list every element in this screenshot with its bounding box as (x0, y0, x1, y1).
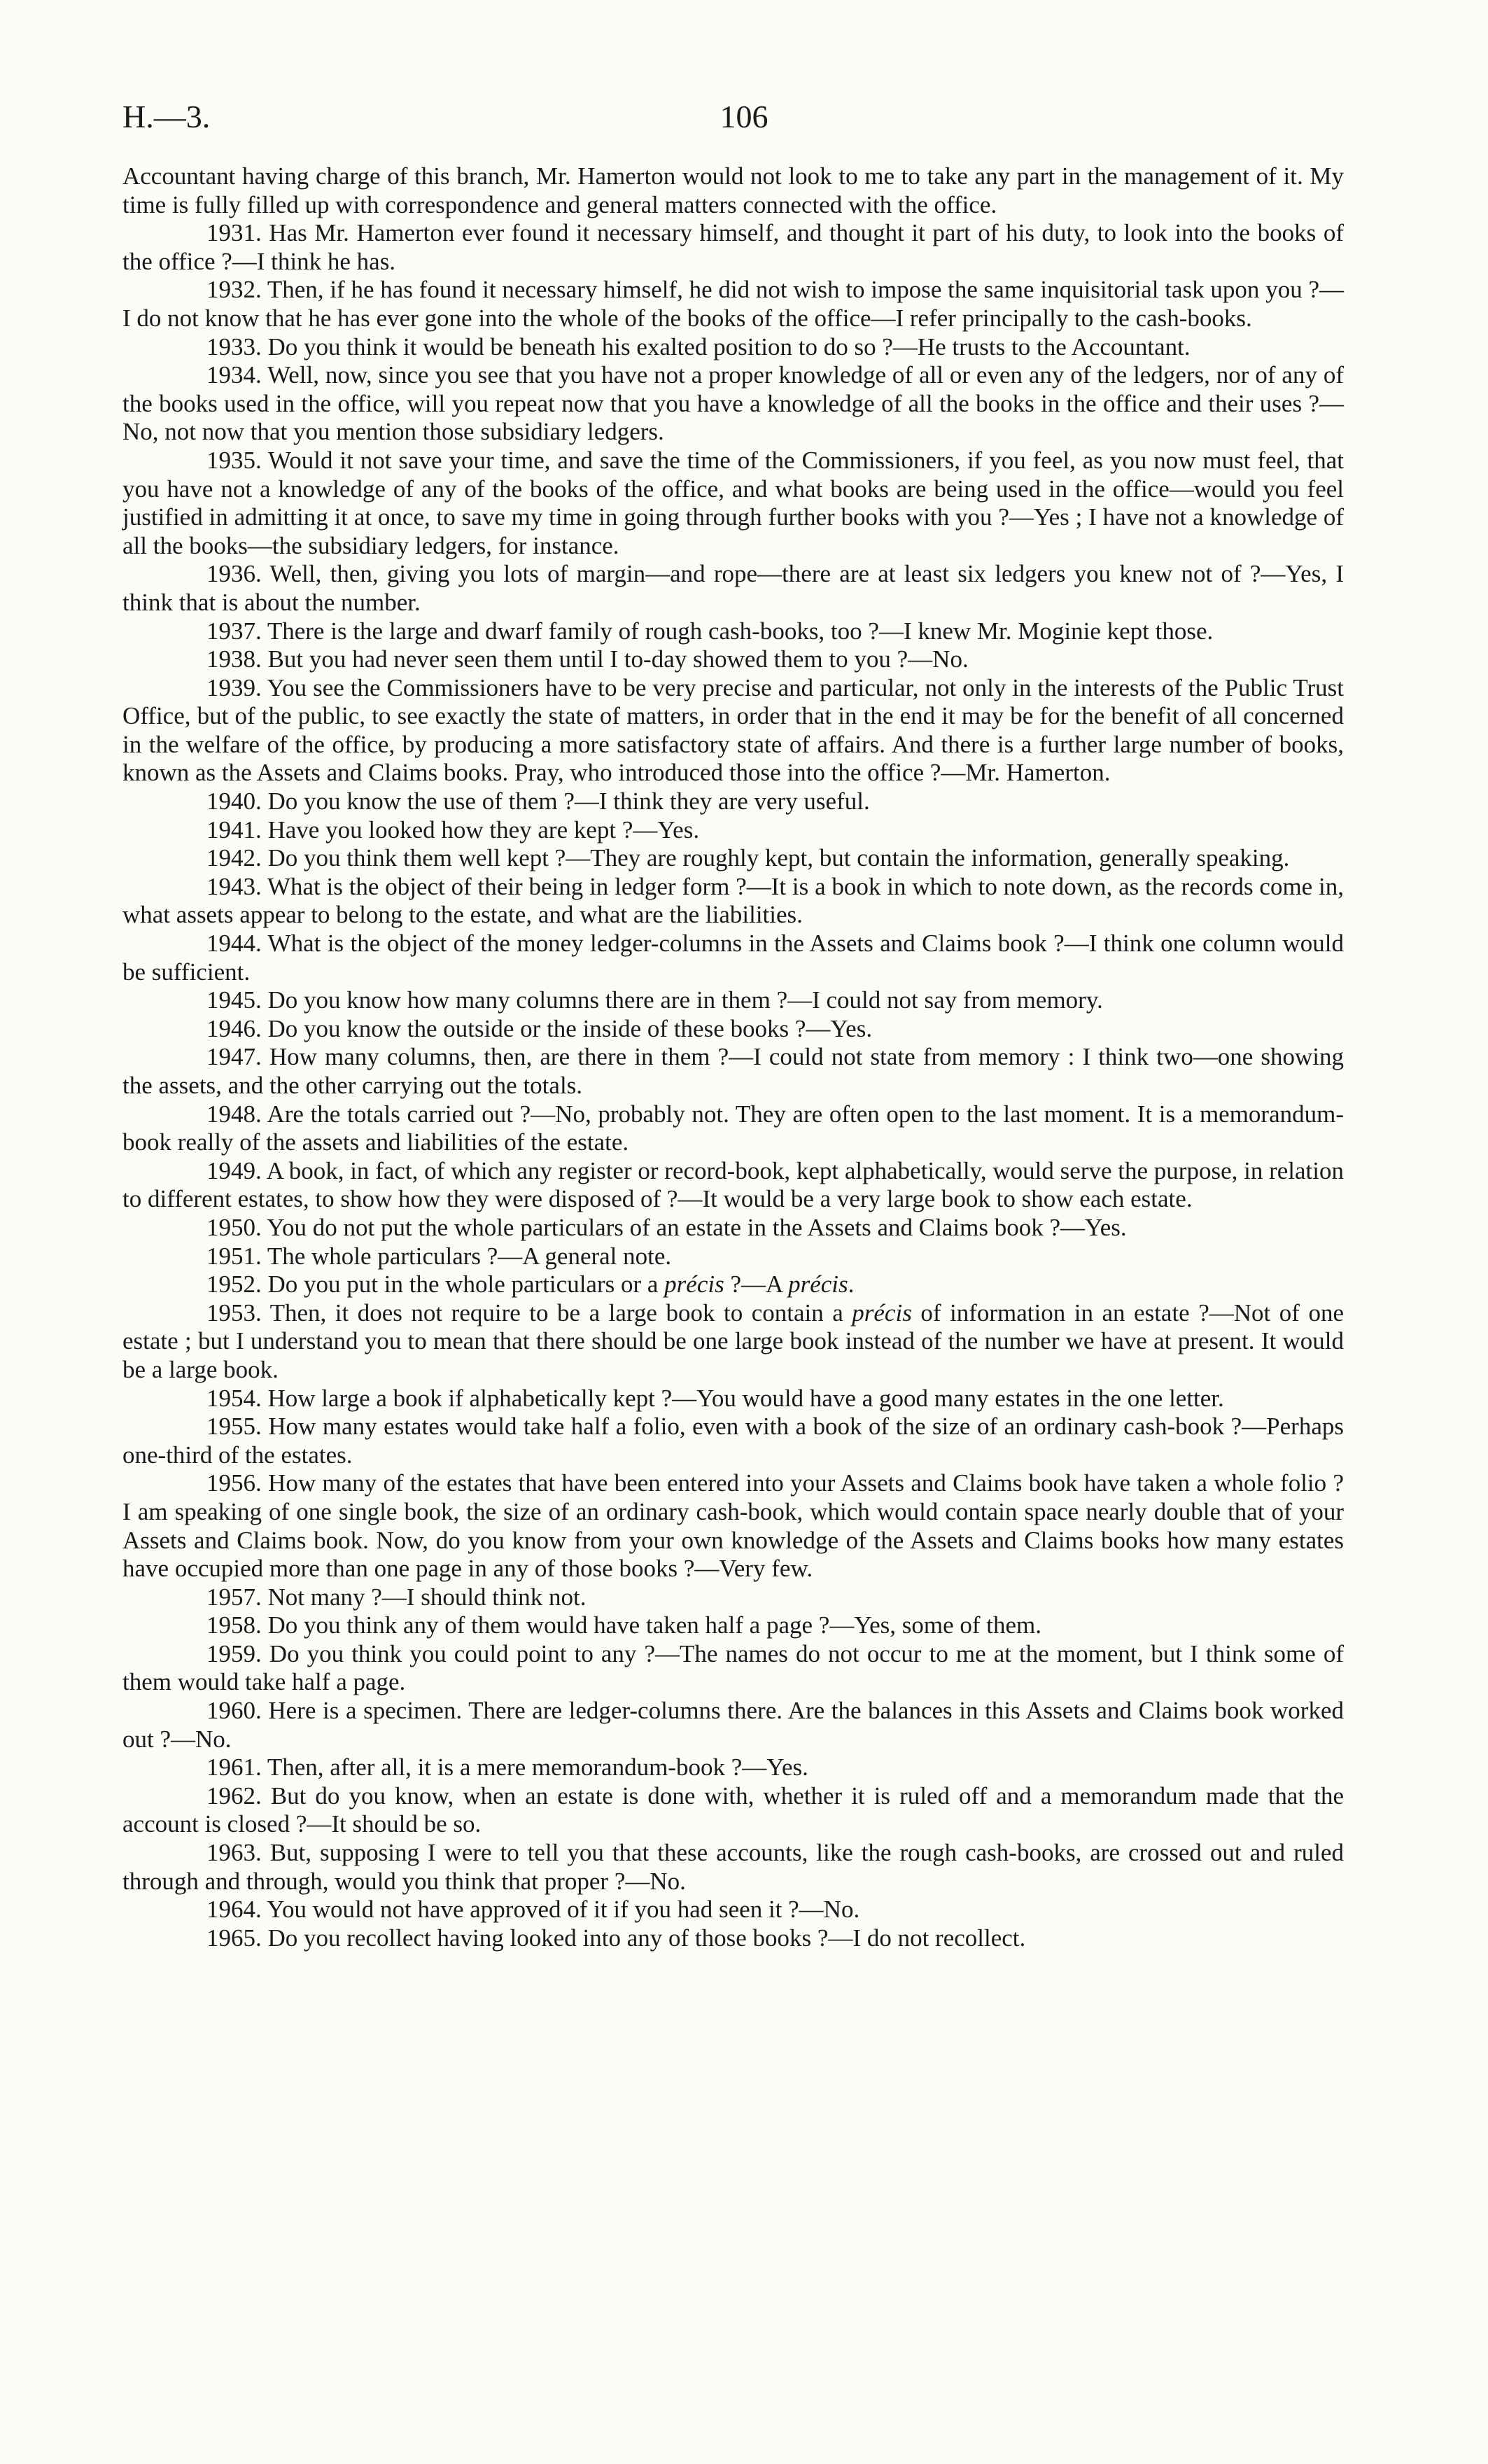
question-1958: 1958. Do you think any of them would have taken half a page ?—Yes, some of them. (206, 1611, 1042, 1639)
opening-paragraph: Accountant having charge of this branch, Mr. Hamerton would not look to me to take any part in the management of it. My time is fully filled up with correspondence and general matters connected with the office. (122, 162, 1344, 218)
question-1934: 1934. Well, now, since you see that you have not a proper knowledge of all or even any of the ledgers, nor of any of the books used in the office, will you repeat now that you have a knowledge of all the books in the office and their uses ?—No, not now that you mention those subsidiary ledgers. (122, 361, 1344, 446)
question-1949: 1949. A book, in fact, of which any register or record-book, kept alphabetically, would serve the purpose, in relation to different estates, to show how they were disposed of ?—It would be a very large book to show each estate. (122, 1156, 1344, 1213)
question-1963: 1963. But, supposing I were to tell you that these accounts, like the rough cash-books, are crossed out and ruled through and through, would you think that proper ?—No. (122, 1839, 1344, 1895)
question-1946: 1946. Do you know the outside or the inside of these books ?—Yes. (206, 1014, 873, 1042)
page-header (122, 98, 1366, 147)
question-1943: 1943. What is the object of their being in ledger form ?—It is a book in which to note down, as the records come in, what assets appear to belong to the estate, and what are the liabilities. (122, 872, 1344, 929)
question-1941: 1941. Have you looked how they are kept ?—Yes. (206, 816, 700, 844)
question-1939: 1939. You see the Commissioners have to be very precise and particular, not only in the interests of the Public Trust Office, but of the public, to see exactly the state of matters, in order that in the end it may be for the benefit of all concerned in the welfare of the office, by producing a more satisfactory state of affairs. And there is a further large number of books, known as the Assets and Claims books. Pray, who introduced those into the office ?—Mr. Hamerton. (122, 673, 1344, 787)
question-1956: 1956. How many of the estates that have been entered into your Assets and Claims book have taken a whole folio ? I am speaking of one single book, the size of an ordinary cash-book, which would contain space nearly double that of your Assets and Claims book. Now, do you know from your own knowledge of the Assets and Claims books how many estates have occupied more than one page in any of those books ?—Very few. (122, 1469, 1344, 1583)
q1953-suffix: of information in an estate ?—Not of one estate ; but I understand you to mean that there should be one large book instead of the number we have at present. It would be a large book. (122, 1298, 1344, 1383)
q1952-italic-2: précis (788, 1270, 848, 1298)
question-1940: 1940. Do you know the use of them ?—I think they are very useful. (206, 788, 870, 816)
question-1960: 1960. Here is a specimen. There are ledger-columns there. Are the balances in this Assets and Claims book worked out ?—No. (122, 1697, 1344, 1753)
question-1937: 1937. There is the large and dwarf family of rough cash-books, too ?—I knew Mr. Moginie kept those. (206, 617, 1214, 645)
question-1951: 1951. The whole particulars ?—A general note. (206, 1242, 672, 1270)
q1953-prefix: 1953. Then, it does not require to be a large book to contain a (206, 1298, 852, 1326)
question-1931: 1931. Has Mr. Hamerton ever found it necessary himself, and thought it part of his duty, to look into the books of the office ?—I think he has. (122, 219, 1344, 275)
question-1935: 1935. Would it not save your time, and save the time of the Commissioners, if you feel, as you now must feel, that you have not a knowledge of any of the books of the office, and what books are being used in the office—would you feel justified in admitting it at once, to save my time in going through further books with you ?—Yes ; I have not a knowledge of all the books—the subsidiary ledgers, for instance. (122, 446, 1344, 559)
document-reference: H.—3. (122, 99, 211, 134)
q1953-italic: précis (852, 1298, 912, 1326)
body-text (122, 162, 1344, 1952)
q1952-prefix: 1952. Do you put in the whole particulars or a (206, 1270, 665, 1298)
question-1950: 1950. You do not put the whole particulars of an estate in the Assets and Claims book ?—Yes. (206, 1213, 1127, 1241)
question-1959: 1959. Do you think you could point to any ?—The names do not occur to me at the moment, but I think some of them would take half a page. (122, 1639, 1344, 1696)
question-1953 (122, 1299, 1344, 1385)
question-1962: 1962. But do you know, when an estate is done with, whether it is ruled off and a memorandum made that the account is closed ?—It should be so. (122, 1782, 1344, 1838)
question-1948: 1948. Are the totals carried out ?—No, probably not. They are often open to the last moment. It is a memorandum-book really of the assets and liabilities of the estate. (122, 1100, 1344, 1156)
question-1961: 1961. Then, after all, it is a mere memorandum-book ?—Yes. (206, 1754, 808, 1782)
q1952-suffix: . (848, 1270, 855, 1298)
question-1945: 1945. Do you know how many columns there are in them ?—I could not say from memory. (206, 986, 1103, 1014)
question-1932: 1932. Then, if he has found it necessary himself, he did not wish to impose the same inquisitorial task upon you ?—I do not know that he has ever gone into the whole of the books of the office—I refer principally to the cash-books. (122, 276, 1344, 332)
question-1957: 1957. Not many ?—I should think not. (206, 1583, 587, 1611)
question-1942: 1942. Do you think them well kept ?—They are roughly kept, but contain the information, generally speaking. (206, 844, 1290, 872)
question-1947: 1947. How many columns, then, are there in them ?—I could not state from memory : I think two—one showing the assets, and the other carrying out the totals. (122, 1043, 1344, 1099)
question-1954: 1954. How large a book if alphabetically kept ?—You would have a good many estates in the one letter. (206, 1384, 1224, 1412)
question-1955: 1955. How many estates would take half a folio, even with a book of the size of an ordinary cash-book ?—Perhaps one-third of the estates. (122, 1413, 1344, 1469)
q1952-middle: ?—A (724, 1270, 789, 1298)
question-1936: 1936. Well, then, giving you lots of margin—and rope—there are at least six ledgers you knew not of ?—Yes, I think that is about the number. (122, 560, 1344, 616)
page-number: 106 (720, 99, 768, 134)
question-1952 (122, 1270, 1344, 1299)
question-1938: 1938. But you had never seen them until I to-day showed them to you ?—No. (206, 645, 969, 673)
question-1933: 1933. Do you think it would be beneath his exalted position to do so ?—He trusts to the Accountant. (206, 332, 1191, 360)
q1952-italic-1: précis (664, 1270, 724, 1298)
question-1965: 1965. Do you recollect having looked into any of those books ?—I do not recollect. (206, 1924, 1026, 1952)
question-1964: 1964. You would not have approved of it if you had seen it ?—No. (206, 1896, 860, 1924)
question-1944: 1944. What is the object of the money ledger-columns in the Assets and Claims book ?—I think one column would be sufficient. (122, 930, 1344, 986)
